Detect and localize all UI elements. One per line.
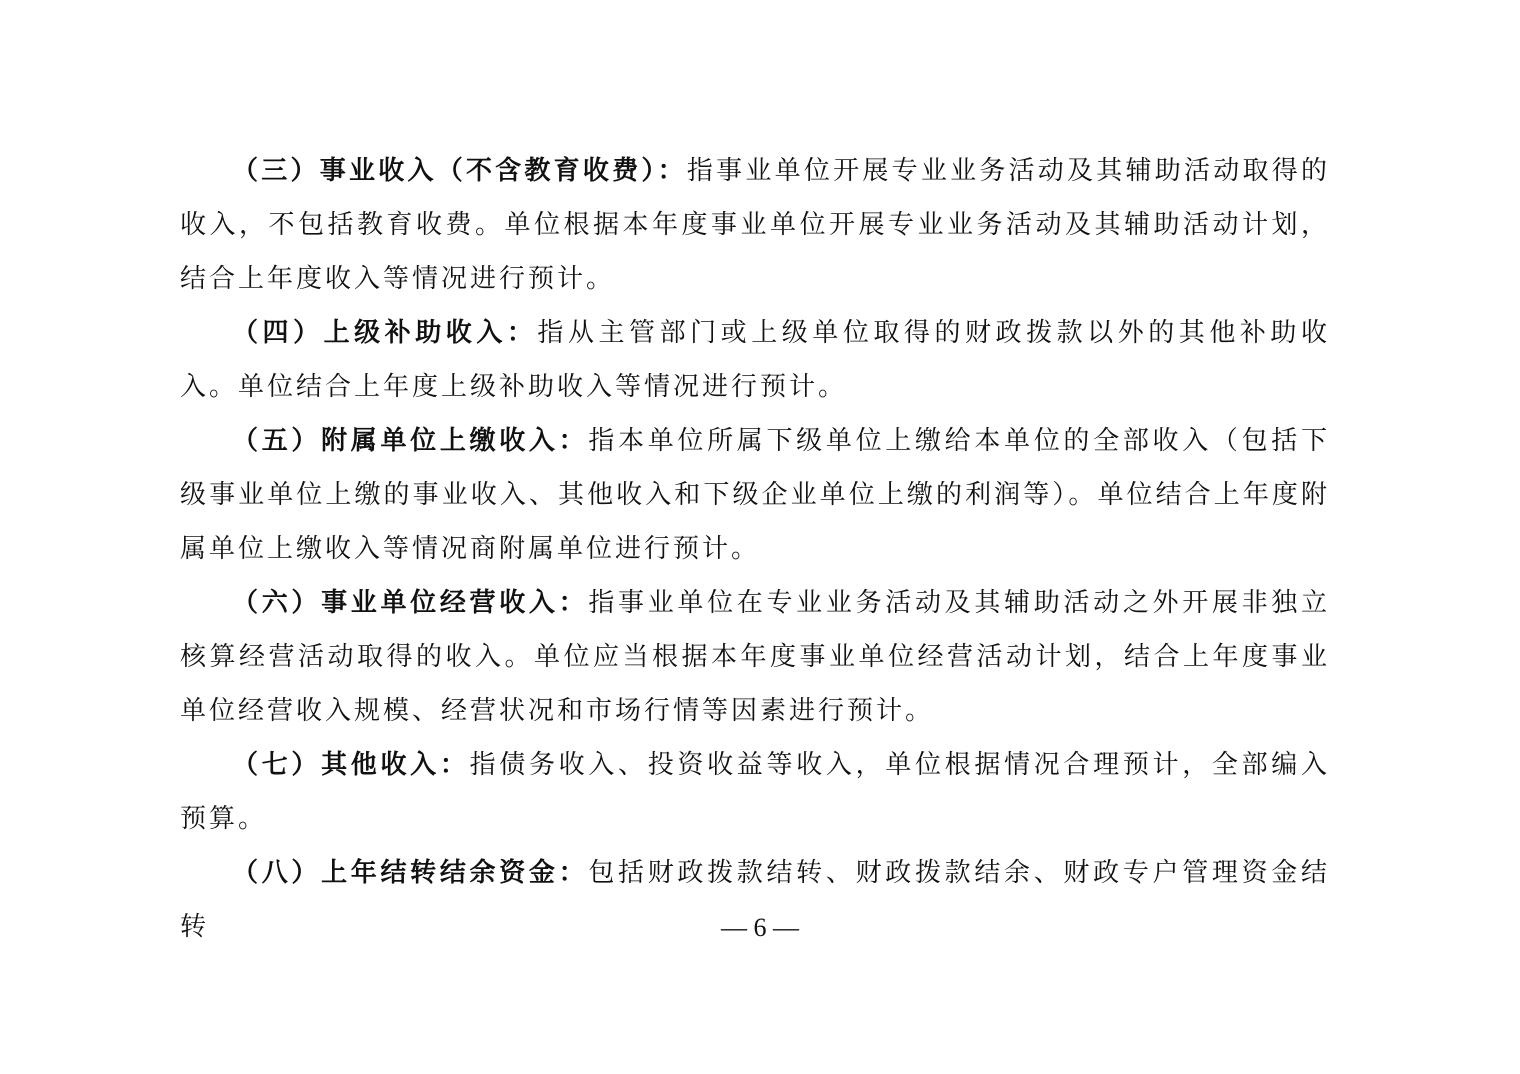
paragraph-heading: （四）上级补助收入： <box>232 318 538 348</box>
paragraph-text: 指事业单位开展专业业务活动及其辅助活动取得的收入，不包括教育收费。单位根据本年度事业单位开展专业业务活动及其辅助活动计划，结合上年度收入等情况进行预计。 <box>180 156 1330 294</box>
paragraph-text: 指从主管部门或上级单位取得的财政拨款以外的其他补助收入。单位结合上年度上级补助收入等情况进行预计。 <box>180 318 1330 402</box>
paragraph-other-income <box>180 738 1330 846</box>
paragraph-operating-income <box>180 576 1330 738</box>
paragraph-heading: （六）事业单位经营收入： <box>232 588 589 618</box>
paragraph-heading: （五）附属单位上缴收入： <box>232 426 589 456</box>
page-number: — 6 — <box>721 913 799 942</box>
paragraph-superior-subsidy-income <box>180 306 1330 414</box>
paragraph-text: 指事业单位在专业业务活动及其辅助活动之外开展非独立核算经营活动取得的收入。单位应当根据本年度事业单位经营活动计划，结合上年度事业单位经营收入规模、经营状况和市场行情等因素进行预计。 <box>180 588 1330 726</box>
paragraph-heading: （八）上年结转结余资金： <box>232 858 589 888</box>
paragraph-text: 指债务收入、投资收益等收入，单位根据情况合理预计，全部编入预算。 <box>180 750 1330 834</box>
paragraph-heading: （三）事业收入（不含教育收费）： <box>232 156 687 186</box>
paragraph-business-income <box>180 144 1330 306</box>
document-body <box>180 144 1330 954</box>
paragraph-heading: （七）其他收入： <box>232 750 470 780</box>
paragraph-text: 指本单位所属下级单位上缴给本单位的全部收入（包括下级事业单位上缴的事业收入、其他收入和下级企业单位上缴的利润等）。单位结合上年度附属单位上缴收入等情况商附属单位进行预计。 <box>180 426 1330 564</box>
paragraph-text: 包括财政拨款结转、财政拨款结余、财政专户管理资金结转 <box>180 858 1330 942</box>
paragraph-affiliated-unit-income <box>180 414 1330 576</box>
